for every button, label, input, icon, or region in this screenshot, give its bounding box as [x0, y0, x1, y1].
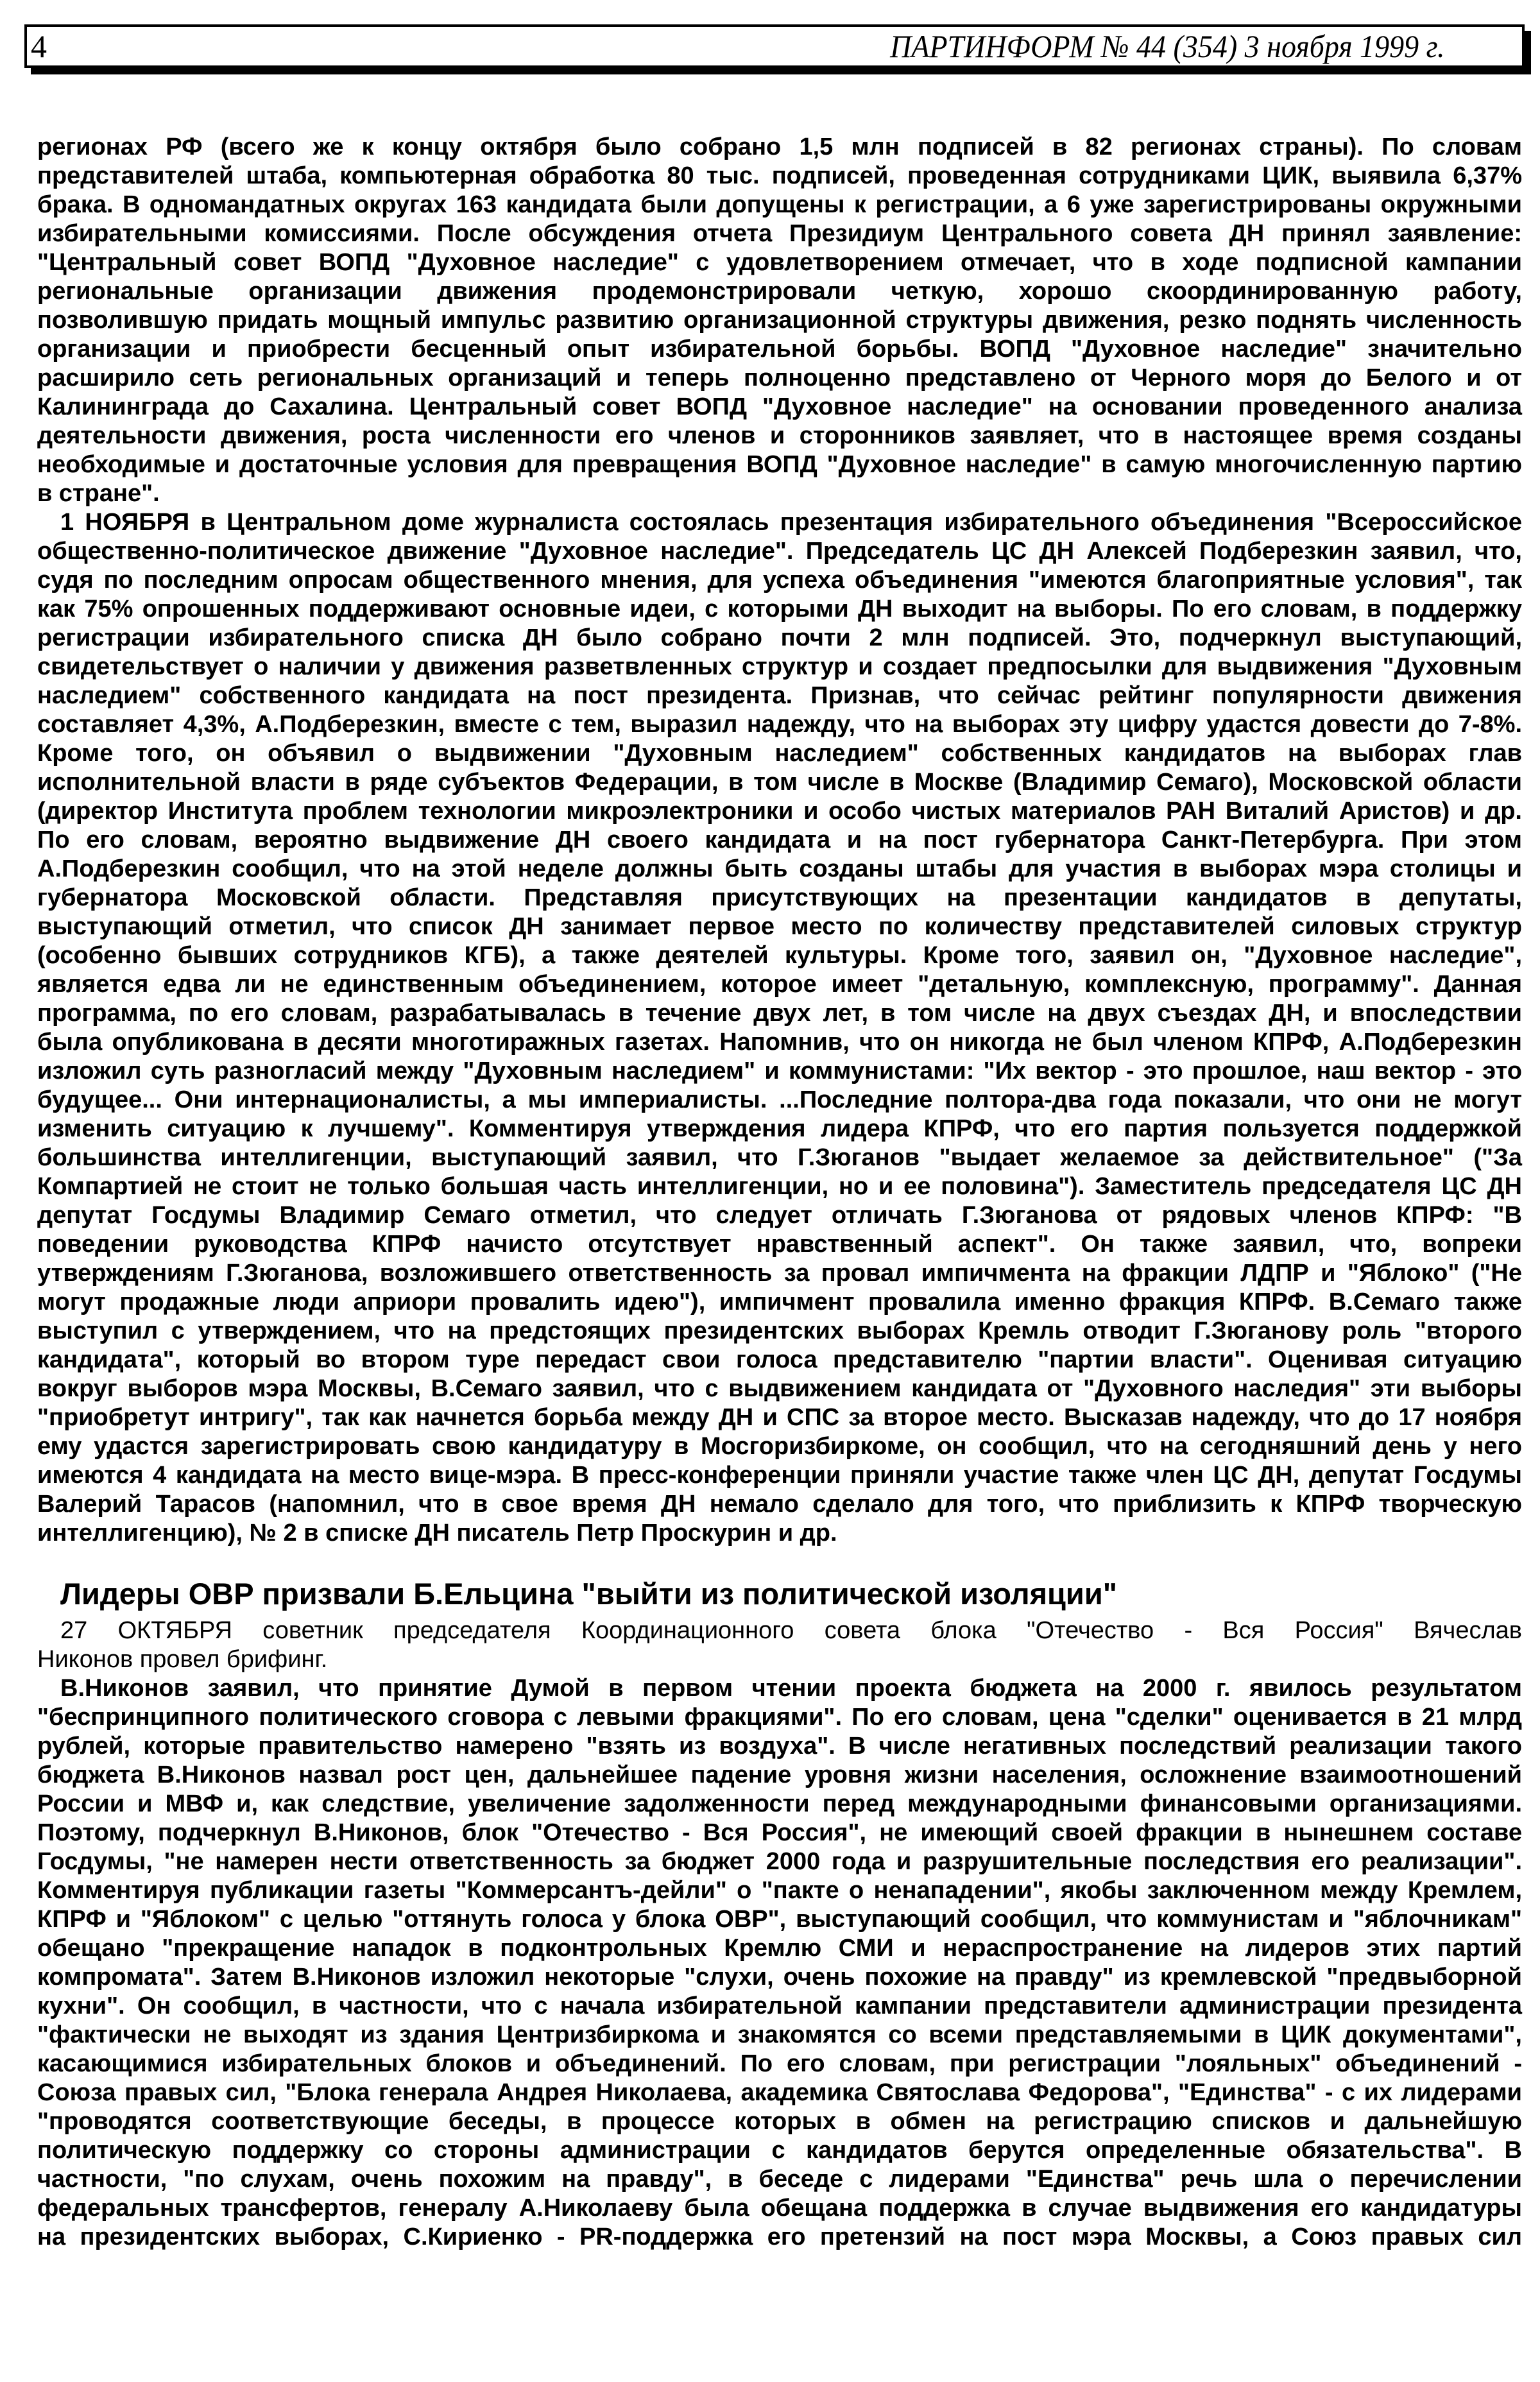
text-line: 1 НОЯБРЯ в Центральном доме журналиста состоялась презентация избирательного объединения "Всероссийское [60, 509, 1522, 536]
text-line: позволившую придать мощный импульс развитию организационной структуры движения, резко поднять численность [37, 307, 1522, 334]
text-line: Союза правых сил, "Блока генерала Андрея Николаева, академика Святослава Федорова", "Единства" - с их лидерами [37, 2079, 1522, 2106]
text-line: расширило сеть региональных организаций и теперь полноценно представлено от Черного моря до Белого и от [37, 364, 1522, 391]
article-heading: Лидеры ОВР призвали Б.Ельцина "выйти из политической изоляции" [60, 1577, 1117, 1611]
text-line: Комментируя публикации газеты "Коммерсантъ-дейли" о "пакте о ненападении", якобы заключенном между Кремлем, [37, 1877, 1522, 1904]
text-line: судя по последним опросам общественного мнения, для успеха объединения "имеются благоприятные условия", так [37, 567, 1522, 594]
text-line: утверждениям Г.Зюганова, возложившего ответственность за провал импичмента на фракции ЛДПР и "Яблоко" ("Не [37, 1260, 1522, 1287]
text-line: России и МВФ и, как следствие, увеличение задолженности перед международными финансовыми организациями. [37, 1790, 1522, 1817]
text-line: брака. В одномандатных округах 163 кандидата были допущены к регистрации, а 6 уже зарегистрированы окружными [37, 191, 1522, 218]
text-line: (особенно бывших сотрудников КГБ), а также деятелей культуры. Кроме того, заявил он, "Духовное наследие", [37, 942, 1522, 969]
page-header [24, 24, 1525, 68]
paragraph [37, 508, 1522, 1548]
text-line: Компартией не стоит не только большая часть интеллигенции, но и ее половина"). Заместитель председателя ЦС ДН [37, 1173, 1522, 1200]
publication-title: ПАРТИНФОРМ № 44 (354) 3 ноября 1999 г. [890, 28, 1445, 64]
text-line: политическую поддержку со стороны администрации с кандидатов берутся определенные обязательства". В [37, 2137, 1522, 2164]
text-line: бюджета В.Никонов назвал рост цен, дальнейшее падение уровня жизни населения, осложнение взаимоотношений [37, 1761, 1522, 1788]
text-line: "приобретут интригу", так как начнется борьба между ДН и СПС за второе место. Высказав надежду, что до 17 ноября [37, 1404, 1522, 1431]
text-line: По его словам, вероятно выдвижение ДН своего кандидата и на пост губернатора Санкт-Петербурга. При этом [37, 827, 1522, 853]
text-line: регистрации избирательного списка ДН было собрано почти 2 млн подписей. Это, подчеркнул выступающий, [37, 624, 1522, 651]
text-line: депутат Госдумы Владимир Семаго отметил, что следует отличать Г.Зюганова от рядовых членов КПРФ: "В [37, 1202, 1522, 1229]
text-line: на президентских выборах, С.Кириенко - PR-поддержка его претензий на пост мэра Москвы, а Союз правых сил [37, 2223, 1522, 2250]
text-line: "проводятся соответствующие беседы, в процессе которых в обмен на регистрацию списков и дальнейшую [37, 2108, 1522, 2135]
text-line: общественно-политическое движение "Духовное наследие". Председатель ЦС ДН Алексей Подберезкин заявил, что, [37, 538, 1522, 565]
text-line: Кроме того, он объявил о выдвижении "Духовным наследием" собственных кандидатов на выборах глав [37, 740, 1522, 767]
text-line: "беспринципного политического сговора с левыми фракциями". По его словам, цена "сделки" оценивается в 21 млрд [37, 1704, 1522, 1731]
text-line: программа, по его словам, разрабатывалась в течение двух лет, в том числе на двух съездах ДН, и впоследствии [37, 1000, 1522, 1027]
text-line: имеются 4 кандидата на место вице-мэра. В пресс-конференции приняли участие также член ЦС ДН, депутат Госдумы [37, 1462, 1522, 1489]
text-line: избирательными комиссиями. После обсуждения отчета Президиум Центрального совета ДН принял заявление: [37, 220, 1522, 247]
page-content [37, 133, 1522, 2252]
text-line: региональные организации движения продемонстрировали четкую, хорошо скоординированную работу, [37, 278, 1522, 305]
text-line: необходимые и достаточные условия для превращения ВОПД "Духовное наследие" в самую многочисленную партию [37, 451, 1522, 478]
text-line: изложил суть разногласий между "Духовным наследием" и коммунистами: "Их вектор - это прошлое, наш вектор - это [37, 1058, 1522, 1084]
text-line: (директор Института проблем технологии микроэлектроники и особо чистых материалов РАН Виталий Аристов) и др. [37, 798, 1522, 825]
article-lead [37, 1616, 1522, 1674]
article-ovr [37, 1575, 1522, 2252]
text-line: Никонов провел брифинг. [37, 1646, 328, 1673]
text-line: деятельности движения, роста численности его членов и сторонников заявляет, что в настоящее время созданы [37, 422, 1522, 449]
text-line: будущее... Они интернационалисты, а мы империалисты. ...Последние полтора-два года показали, что они не могут [37, 1086, 1522, 1113]
text-line: федеральных трансфертов, генералу А.Николаеву была обещана поддержка в случае выдвижения его кандидатуры [37, 2195, 1522, 2222]
page-number: 4 [31, 28, 47, 64]
text-line: В.Никонов заявил, что принятие Думой в первом чтении проекта бюджета на 2000 г. явилось результатом [60, 1675, 1522, 1702]
text-line: Калининграда до Сахалина. Центральный совет ВОПД "Духовное наследие" на основании проведенного анализа [37, 393, 1522, 420]
article-podberezkin [37, 133, 1522, 1548]
text-line: была опубликована в десяти многотиражных газетах. Напомнив, что он никогда не был членом КПРФ, А.Подберезкин [37, 1029, 1522, 1056]
text-line: "Центральный совет ВОПД "Духовное наследие" с удовлетворением отмечает, что в ходе подписной кампании [37, 249, 1522, 276]
text-line: обещано "прекращение нападок в подконтрольных Кремлю СМИ и нераспространение на лидеров этих партий [37, 1935, 1522, 1962]
text-line: большинства интеллигенции, выступающий заявил, что Г.Зюганов "выдает желаемое за действительное" ("За [37, 1144, 1522, 1171]
text-line: наследием" собственного кандидата на пост президента. Признав, что сейчас рейтинг популярности движения [37, 682, 1522, 709]
text-line: Валерий Тарасов (напомнил, что в свое время ДН немало сделало для того, что приблизить к КПРФ творческую [37, 1491, 1522, 1518]
text-line: кандидата", который во втором туре передаст свои голоса представителю "партии власти". Оценивая ситуацию [37, 1346, 1522, 1373]
text-line: 27 ОКТЯБРЯ советник председателя Координационного совета блока "Отечество - Вся Россия" Вячеслав [60, 1617, 1522, 1644]
text-line: ему удастся зарегистрировать свою кандидатуру в Мосгоризбиркоме, он сообщил, что на сегодняшний день у него [37, 1433, 1522, 1460]
text-line: компромата". Затем В.Никонов изложил некоторые "слухи, очень похожие на правду" из кремлевской "предвыборной [37, 1964, 1522, 1991]
text-line: как 75% опрошенных поддерживают основные идеи, с которыми ДН выходит на выборы. По его словам, в поддержку [37, 596, 1522, 622]
text-line: КПРФ и "Яблоком" с целью "оттянуть голоса у блока ОВР", выступающий сообщил, что коммунистам и "яблочникам" [37, 1906, 1522, 1933]
text-line: А.Подберезкин сообщил, что на этой неделе должны быть созданы штабы для участия в выборах мэра столицы и [37, 855, 1522, 882]
text-line: выступающий отметил, что список ДН занимает первое место по количеству представителей силовых структур [37, 913, 1522, 940]
text-line: поведении руководства КПРФ начисто отсутствует нравственный аспект". Он также заявил, что, вопреки [37, 1231, 1522, 1258]
text-line: рублей, которые правительство намерено "взять из воздуха". В числе негативных последствий реализации такого [37, 1733, 1522, 1760]
text-line: исполнительной власти в ряде субъектов Федерации, в том числе в Москве (Владимир Семаго), Московской области [37, 769, 1522, 796]
text-line: регионах РФ (всего же к концу октября было собрано 1,5 млн подписей в 82 регионах страны). По словам [37, 133, 1522, 160]
text-line: кухни". Он сообщил, в частности, что с начала избирательной кампании представители администрации президента [37, 1992, 1522, 2019]
article-body [37, 1674, 1522, 2252]
text-line: представителей штаба, компьютерная обработка 80 тыс. подписей, проведенная сотрудниками ЦИК, выявила 6,37% [37, 162, 1522, 189]
text-line: вокруг выборов мэра Москвы, В.Семаго заявил, что с выдвижением кандидата от "Духовного наследия" эти выборы [37, 1375, 1522, 1402]
text-line: могут продажные люди априори провалить идею"), импичмент провалила именно фракция КПРФ. В.Семаго также [37, 1289, 1522, 1315]
text-line: изменить ситуацию к лучшему". Комментируя утверждения лидера КПРФ, что его партия пользуется поддержкой [37, 1115, 1522, 1142]
text-line: касающимися избирательных блоков и объединений. По его словам, при регистрации "лояльных" объединений - [37, 2050, 1522, 2077]
text-line: выступил с утверждением, что на предстоящих президентских выборах Кремль отводит Г.Зюганову роль "второго [37, 1317, 1522, 1344]
text-line: частности, "по слухам, очень похожим на правду", в беседе с лидерами "Единства" речь шла о перечислении [37, 2166, 1522, 2193]
text-line: свидетельствует о наличии у движения разветвленных структур и создает предпосылки для выдвижения "Духовным [37, 653, 1522, 680]
paragraph [37, 133, 1522, 508]
text-line: Поэтому, подчеркнул В.Никонов, блок "Отечество - Вся Россия", не имеющий своей фракции в нынешнем составе [37, 1819, 1522, 1846]
text-line: составляет 4,3%, А.Подберезкин, вместе с тем, выразил надежду, что на выборах эту цифру удастся довести до 7-8%. [37, 711, 1522, 738]
text-line: губернатора Московской области. Представляя присутствующих на презентации кандидатов в депутаты, [37, 884, 1522, 911]
text-line: в стране". [37, 480, 160, 507]
text-line: является едва ли не единственным объединением, которое имеет "детальную, комплексную, программу". Данная [37, 971, 1522, 998]
text-line: интеллигенцию), № 2 в списке ДН писатель Петр Проскурин и др. [37, 1520, 837, 1547]
text-line: Госдумы, "не намерен нести ответственность за бюджет 2000 года и разрушительные последствия его реализации". [37, 1848, 1522, 1875]
text-line: организации и приобрести бесценный опыт избирательной борьбы. ВОПД "Духовное наследие" значительно [37, 336, 1522, 363]
text-line: "фактически не выходят из здания Центризбиркома и знакомятся со всеми представляемыми в ЦИК документами", [37, 2021, 1522, 2048]
